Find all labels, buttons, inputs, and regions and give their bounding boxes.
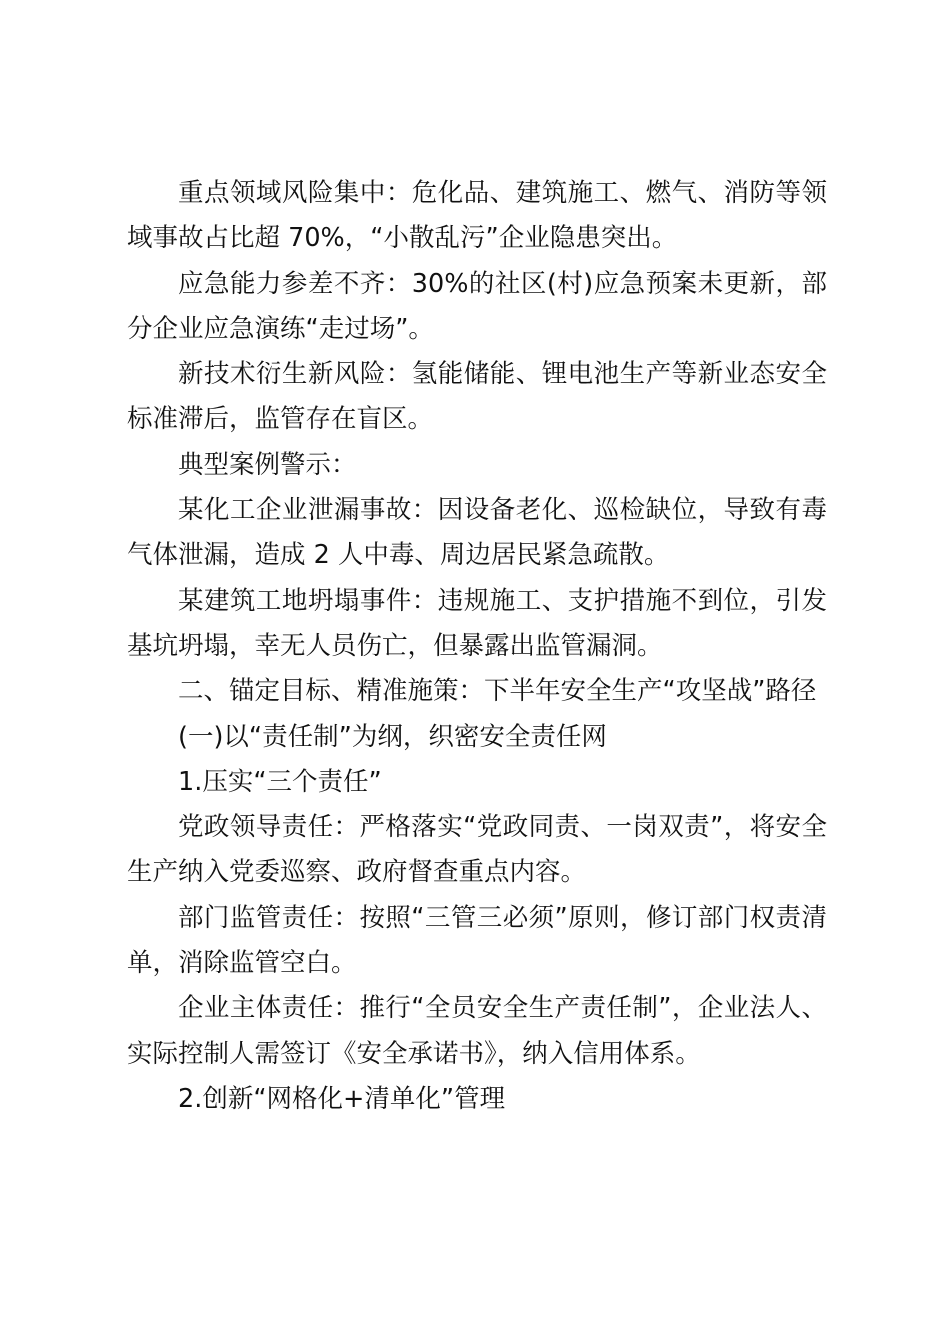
document-body [127,171,827,1122]
section-heading-two: 二、锚定目标、精准施策：下半年安全生产“攻坚战”路径 [178,676,817,707]
paragraph-key-risk-areas: 重点领域风险集中：危化品、建筑施工、燃气、消防等领域事故占比超 70%，“小散乱污”企业隐患突出。 [127,178,827,254]
item-heading-two: 2.创新“网格化+清单化”管理 [178,1083,506,1114]
item-heading-one: 1.压实“三个责任” [178,766,382,797]
paragraph-chemical-leak-case: 某化工企业泄漏事故：因设备老化、巡检缺位，导致有毒气体泄漏，造成 2 人中毒、周边居民紧急疏散。 [127,495,827,571]
paragraph-department-supervision: 部门监管责任：按照“三管三必须”原则，修订部门权责清单，消除监管空白。 [127,902,827,979]
paragraph-enterprise-responsibility: 企业主体责任：推行“全员安全生产责任制”，企业法人、实际控制人需签订《安全承诺书》，纳入信用体系。 [127,993,827,1069]
paragraph-new-tech-risk: 新技术衍生新风险：氢能储能、锂电池生产等新业态安全标准滞后，监管存在盲区。 [127,359,827,435]
paragraph-party-leadership: 党政领导责任：严格落实“党政同责、一岗双责”，将安全生产纳入党委巡察、政府督查重点内容。 [127,812,827,888]
subsection-heading-one: (一)以“责任制”为纲，织密安全责任网 [178,721,607,752]
paragraph-construction-collapse-case: 某建筑工地坍塌事件：违规施工、支护措施不到位，引发基坑坍塌，幸无人员伤亡，但暴露出监管漏洞。 [127,585,827,661]
paragraph-case-warning-heading: 典型案例警示： [178,449,357,480]
paragraph-emergency-capacity: 应急能力参差不齐：30%的社区(村)应急预案未更新，部分企业应急演练“走过场”。 [127,268,827,344]
